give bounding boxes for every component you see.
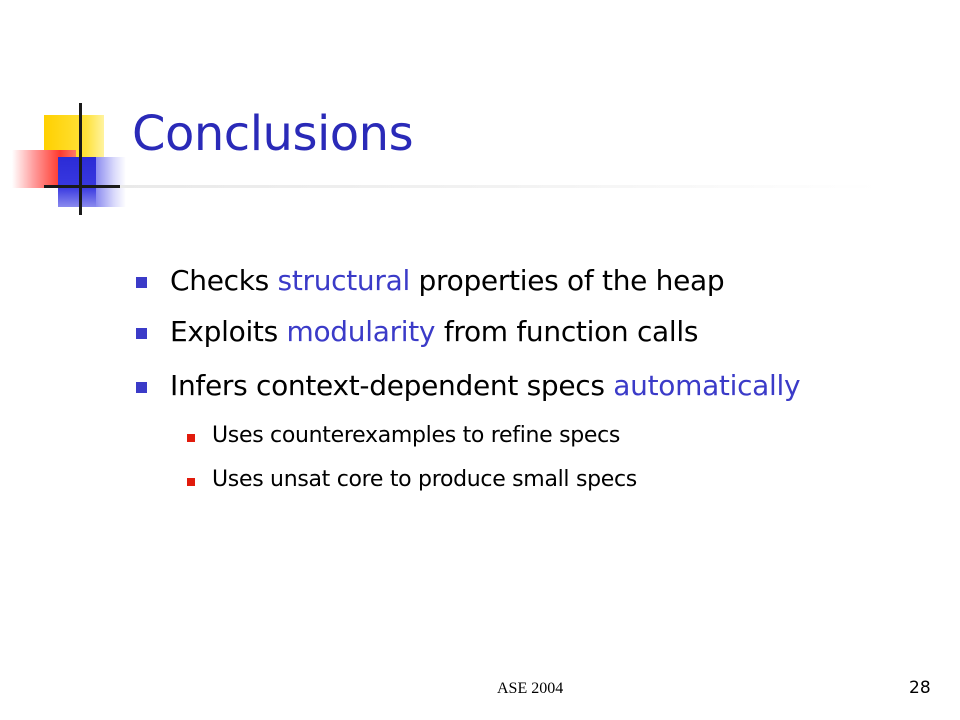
square-bullet-icon <box>136 382 147 393</box>
footer-text: ASE 2004 <box>497 680 564 697</box>
bullet-text-pre: Exploits <box>170 315 287 348</box>
page-number: 28 <box>909 678 931 698</box>
square-bullet-icon <box>136 328 147 339</box>
bullet-text-accent: structural <box>277 264 410 297</box>
bullet-text-post: from function calls <box>435 315 699 348</box>
logo-blue-fade <box>96 157 126 207</box>
square-bullet-icon <box>187 434 195 442</box>
bullet-text-accent: modularity <box>286 315 436 348</box>
slide-title: Conclusions <box>132 106 414 162</box>
logo-blocks-icon <box>0 95 140 225</box>
logo-vertical-line <box>79 103 82 215</box>
bullet-text <box>170 366 800 406</box>
title-underline <box>120 185 880 188</box>
bullet-text-accent: automatically <box>613 369 801 402</box>
bullet-text <box>170 261 724 301</box>
bullet-text-pre: Infers context-dependent specs <box>170 369 614 402</box>
square-bullet-icon <box>187 478 195 486</box>
sub-bullet-text: Uses counterexamples to refine specs <box>212 423 621 448</box>
sub-bullet-text: Uses unsat core to produce small specs <box>212 467 637 492</box>
bullet-text-pre: Checks <box>170 264 278 297</box>
bullet-text-post: properties of the heap <box>409 264 725 297</box>
bullet-text <box>170 312 698 352</box>
square-bullet-icon <box>136 277 147 288</box>
